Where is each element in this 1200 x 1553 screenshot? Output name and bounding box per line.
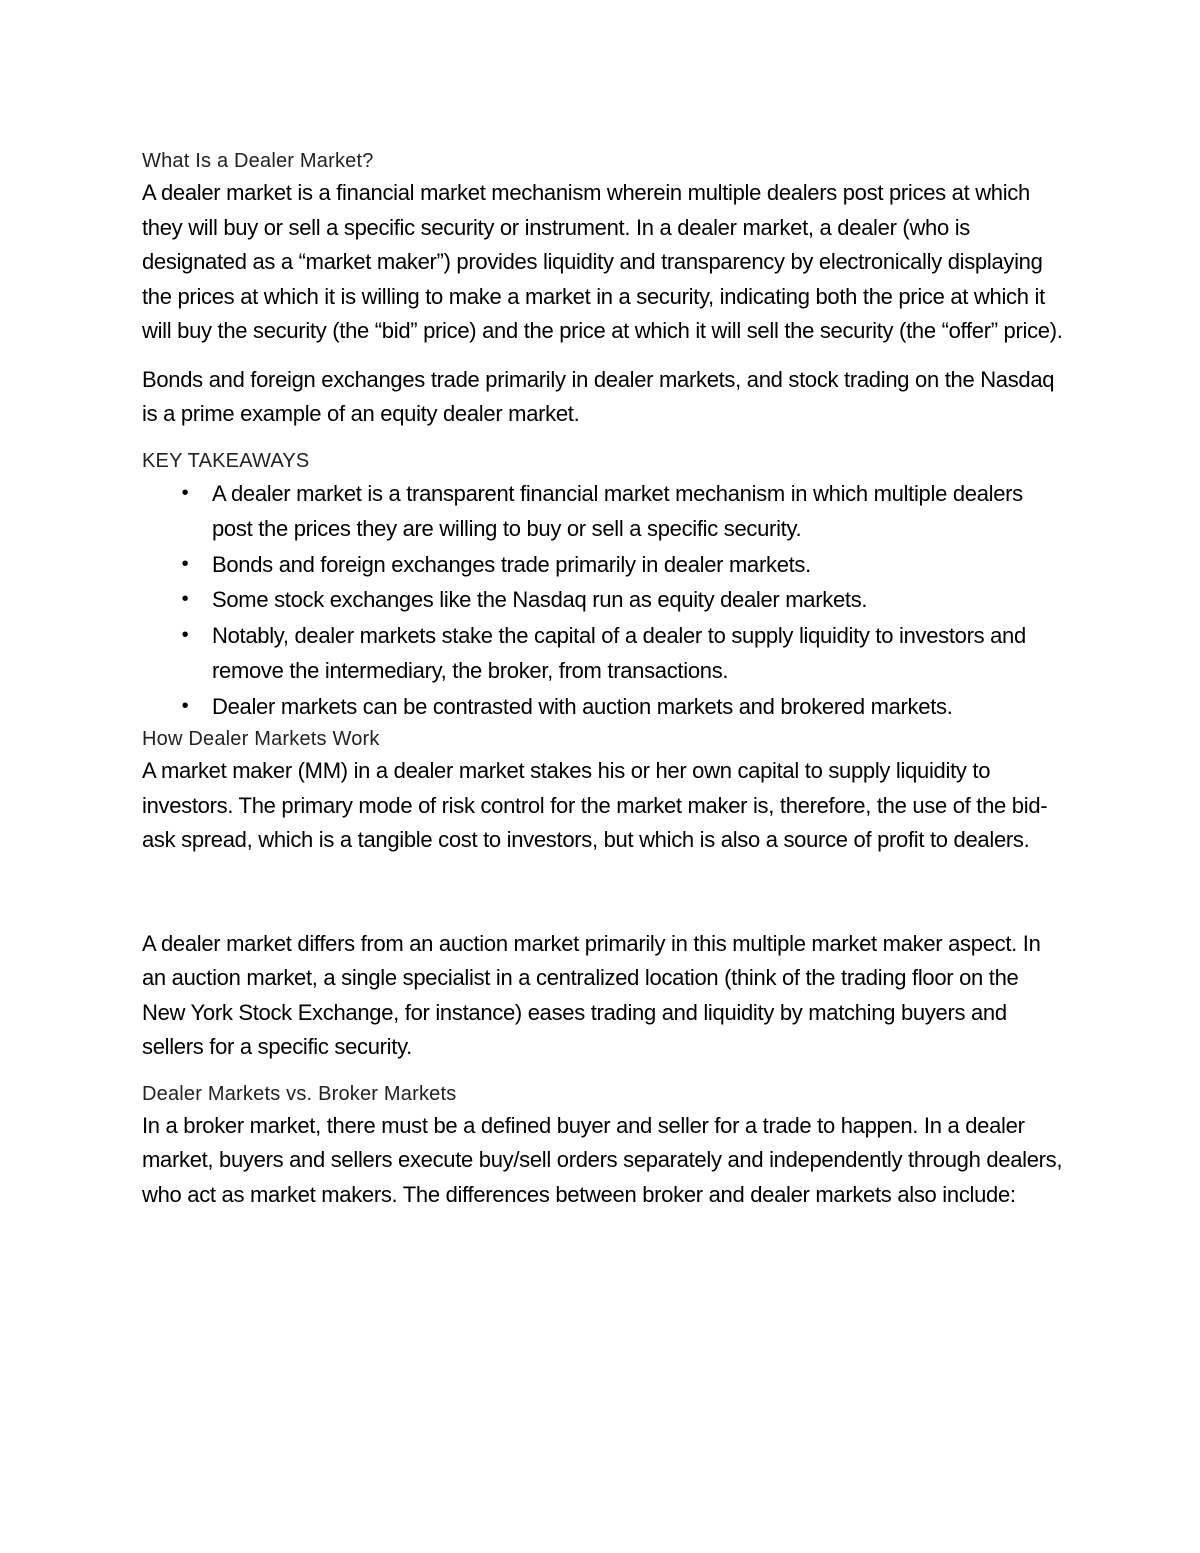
paragraph-market-maker: A market maker (MM) in a dealer market stakes his or her own capital to supply liquidity to investors. The primary mode of risk control for the market maker is, therefore, the use of the bid-ask spread, which is a tangible cost to investors, but which is also a source of profit to dealers. <box>142 758 1048 852</box>
heading-how-dealer-markets-work: How Dealer Markets Work <box>142 728 380 750</box>
heading-key-takeaways: KEY TAKEAWAYS <box>142 449 310 472</box>
list-item-text: Some stock exchanges like the Nasdaq run as equity dealer markets. <box>212 587 868 612</box>
list-item-text: A dealer market is a transparent financial market mechanism in which multiple dealers post the prices they are willing to buy or sell a specific security. <box>212 480 1023 541</box>
list-item <box>142 476 1067 547</box>
bullet-icon: • <box>181 481 189 504</box>
heading-dealer-vs-broker-markets: Dealer Markets vs. Broker Markets <box>142 1082 457 1105</box>
bullet-icon: • <box>181 694 189 717</box>
paragraph-auction-market-difference: A dealer market differs from an auction market primarily in this multiple market maker aspect. In an auction market, a single specialist in a centralized location (think of the trading floor on the New York Stock Exchange, for instance) eases trading and liquidity by matching buyers and sellers for a specific security. <box>142 930 1041 1059</box>
paragraph-broker-market: In a broker market, there must be a defined buyer and seller for a trade to happen. In a dealer market, buyers and sellers execute buy/sell orders separately and independently through dealers, who act as market makers. The differences between broker and dealer markets also include: <box>142 1112 1063 1207</box>
bullet-icon: • <box>181 623 189 646</box>
document-page <box>142 146 1067 1212</box>
list-item <box>142 547 1067 583</box>
heading-what-is-dealer-market: What Is a Dealer Market? <box>142 150 374 172</box>
list-item <box>142 582 1067 618</box>
list-item-text: Dealer markets can be contrasted with auction markets and brokered markets. <box>212 693 953 719</box>
list-item-text: Bonds and foreign exchanges trade primarily in dealer markets. <box>212 551 811 577</box>
paragraph-bonds-foreign-exchanges: Bonds and foreign exchanges trade primarily in dealer markets, and stock trading on the Nasdaq is a prime example of an equity dealer market. <box>142 366 1055 426</box>
bullet-icon: • <box>181 552 189 575</box>
list-item <box>142 689 1067 725</box>
paragraph-dealer-market-definition: A dealer market is a financial market mechanism wherein multiple dealers post prices at which they will buy or sell a specific security or instrument. In a dealer market, a dealer (who is designated as a “market maker”) provides liquidity and transparency by electronically displaying the prices at which it is willing to make a market in a security, indicating both the price at which it will buy the security (the “bid” price) and the price at which it will sell the security (the “offer” price). <box>142 180 1063 343</box>
key-takeaways-list <box>142 476 1067 725</box>
list-item-text: Notably, dealer markets stake the capital of a dealer to supply liquidity to investors and remove the intermediary, the broker, from transactions. <box>212 622 1026 683</box>
list-item <box>142 618 1067 689</box>
bullet-icon: • <box>181 588 189 610</box>
